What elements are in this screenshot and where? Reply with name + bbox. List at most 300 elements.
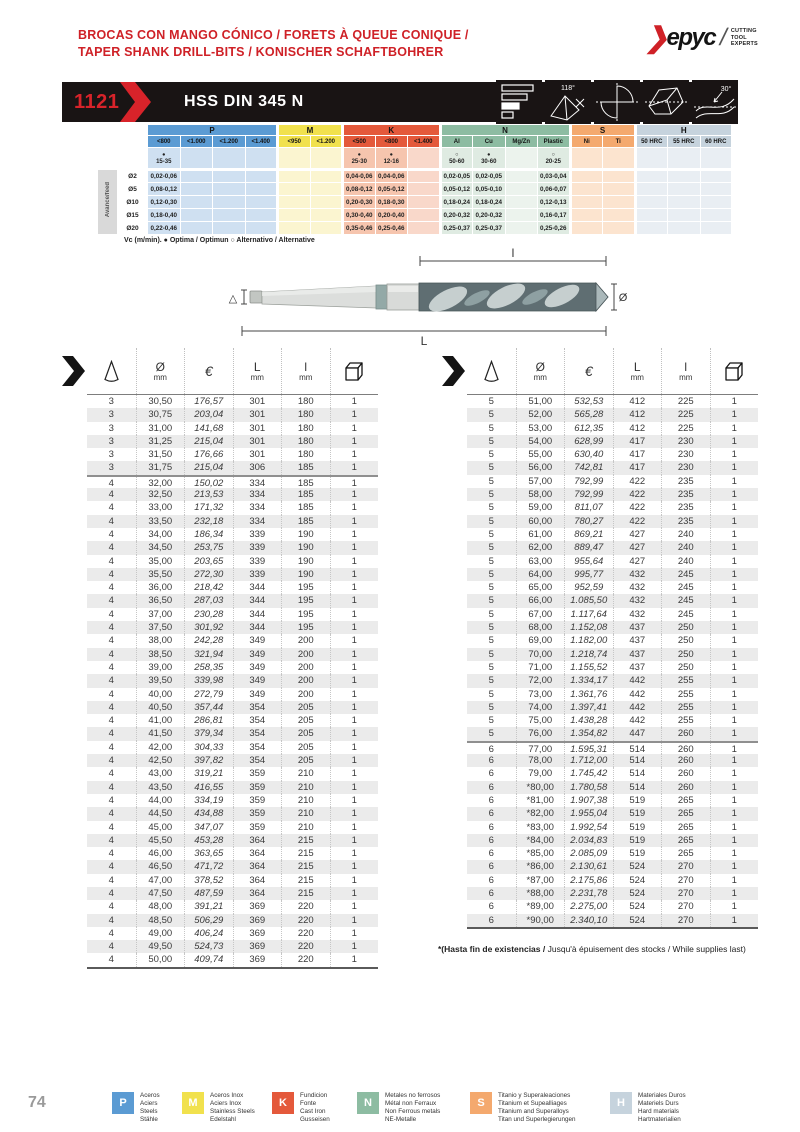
cell-package: 1 bbox=[330, 781, 379, 794]
cell-flute-length: 205 bbox=[281, 741, 330, 754]
cell-package: 1 bbox=[330, 940, 379, 953]
cell-total-length: 349 bbox=[233, 674, 282, 687]
cell-price: 565,28 bbox=[564, 408, 613, 421]
cell-taper: 4 bbox=[108, 715, 114, 727]
cell-flute-length: 245 bbox=[661, 581, 710, 594]
cell-price: 287,03 bbox=[184, 594, 233, 607]
cell-flute-length: 185 bbox=[281, 488, 330, 501]
cell-diameter: 57,00 bbox=[516, 475, 565, 488]
cell-diameter: 59,00 bbox=[516, 501, 565, 514]
table-row bbox=[87, 701, 378, 714]
table-row bbox=[467, 648, 758, 661]
cell-taper: 3 bbox=[108, 409, 114, 421]
cell-diameter: *83,00 bbox=[516, 821, 565, 834]
table-row bbox=[467, 634, 758, 647]
cell-flute-length: 180 bbox=[281, 408, 330, 421]
cell-taper: 3 bbox=[108, 422, 114, 434]
size-range-icon bbox=[496, 80, 542, 124]
cell-total-length: 422 bbox=[613, 475, 662, 488]
cell-package: 1 bbox=[330, 688, 379, 701]
vc-cell: ● 12-16 bbox=[375, 148, 408, 170]
cell-price: 453,28 bbox=[184, 834, 233, 847]
cell-package: 1 bbox=[710, 408, 759, 421]
cell-package: 1 bbox=[710, 821, 759, 834]
vc-cell bbox=[635, 148, 668, 170]
table-row bbox=[87, 541, 378, 554]
col-header-diameter: Ø mm bbox=[136, 348, 185, 394]
cell-diameter: 69,00 bbox=[516, 634, 565, 647]
cell-flute-length: 185 bbox=[281, 501, 330, 514]
cell-price: 186,34 bbox=[184, 528, 233, 541]
speed-col-header: 60 HRC bbox=[700, 136, 733, 148]
page-number: 74 bbox=[28, 1094, 46, 1111]
table-row bbox=[467, 541, 758, 554]
feed-cell bbox=[570, 209, 603, 222]
cell-flute-length: 185 bbox=[281, 515, 330, 528]
table-row bbox=[467, 781, 758, 794]
material-legend-text: Aceros Inox Aciers Inox Stainless Steels Edelstahl bbox=[210, 1092, 255, 1123]
cell-price: 1.955,04 bbox=[564, 807, 613, 820]
table-row bbox=[467, 515, 758, 528]
cell-flute-length: 265 bbox=[661, 821, 710, 834]
cell-package: 1 bbox=[330, 754, 379, 767]
cell-taper: 5 bbox=[488, 396, 494, 407]
cell-flute-length: 190 bbox=[281, 568, 330, 581]
point-angle-icon bbox=[545, 80, 591, 124]
cell-package: 1 bbox=[710, 860, 759, 873]
table-row bbox=[467, 754, 758, 767]
table-row bbox=[87, 475, 378, 488]
cell-price: 347,07 bbox=[184, 821, 233, 834]
cell-taper: 6 bbox=[488, 834, 494, 846]
cell-total-length: 354 bbox=[233, 701, 282, 714]
cell-flute-length: 205 bbox=[281, 754, 330, 767]
cell-price: 213,53 bbox=[184, 488, 233, 501]
cell-taper: 4 bbox=[108, 555, 114, 567]
package-box-icon bbox=[722, 361, 746, 382]
material-legend-text: Fundicion Fonte Cast Iron Gusseisen bbox=[300, 1092, 330, 1123]
feed-cell bbox=[213, 196, 246, 209]
feed-cell bbox=[635, 183, 668, 196]
cell-package: 1 bbox=[710, 743, 759, 754]
speed-col-header: <500 bbox=[343, 136, 376, 148]
speed-col-header: Ni bbox=[570, 136, 603, 148]
cell-flute-length: 235 bbox=[661, 501, 710, 514]
table-row bbox=[87, 448, 378, 461]
cell-flute-length: 260 bbox=[661, 767, 710, 780]
vc-cell: ● 15-35 bbox=[148, 148, 181, 170]
col-header-flute-length: l mm bbox=[661, 348, 710, 394]
cell-total-length: 359 bbox=[233, 794, 282, 807]
cell-total-length: 442 bbox=[613, 688, 662, 701]
cell-price: 301,92 bbox=[184, 621, 233, 634]
feed-cell bbox=[310, 209, 343, 222]
cell-flute-length: 270 bbox=[661, 860, 710, 873]
cell-flute-length: 270 bbox=[661, 900, 710, 913]
cell-package: 1 bbox=[330, 953, 379, 966]
cell-price: 1.334,17 bbox=[564, 674, 613, 687]
cell-price: 1.595,31 bbox=[564, 743, 613, 754]
cell-total-length: 334 bbox=[233, 488, 282, 501]
cell-flute-length: 215 bbox=[281, 847, 330, 860]
cell-package: 1 bbox=[330, 448, 379, 461]
table-row bbox=[87, 501, 378, 514]
cell-taper: 4 bbox=[108, 635, 114, 647]
feed-cell: 0,05-0,10 bbox=[473, 183, 506, 196]
cell-diameter: *84,00 bbox=[516, 834, 565, 847]
cell-taper: 4 bbox=[108, 728, 114, 740]
cell-flute-length: 245 bbox=[661, 594, 710, 607]
cell-flute-length: 240 bbox=[661, 555, 710, 568]
materials-legend bbox=[112, 1092, 686, 1124]
cell-flute-length: 230 bbox=[661, 448, 710, 461]
table-row bbox=[467, 488, 758, 501]
page-title-line1: BROCAS CON MANGO CÓNICO / FORETS À QUEUE CONIQUE / bbox=[78, 28, 469, 42]
cell-taper: 5 bbox=[488, 528, 494, 540]
cell-flute-length: 265 bbox=[661, 847, 710, 860]
table-row bbox=[467, 555, 758, 568]
diameter-row-label: Ø2 bbox=[118, 170, 148, 183]
cell-total-length: 369 bbox=[233, 927, 282, 940]
cell-price: 532,53 bbox=[564, 395, 613, 408]
feed-cell: 0,02-0,06 bbox=[148, 170, 181, 183]
cell-flute-length: 250 bbox=[661, 634, 710, 647]
cell-price: 141,68 bbox=[184, 422, 233, 435]
cell-package: 1 bbox=[710, 555, 759, 568]
cell-taper: 4 bbox=[108, 901, 114, 913]
feed-cell bbox=[180, 209, 213, 222]
cell-package: 1 bbox=[710, 714, 759, 727]
taper-cone-icon bbox=[103, 360, 120, 383]
cell-total-length: 344 bbox=[233, 581, 282, 594]
cell-flute-length: 260 bbox=[661, 727, 710, 740]
feed-cell bbox=[245, 196, 278, 209]
cell-flute-length: 230 bbox=[661, 461, 710, 474]
cell-price: 1.397,41 bbox=[564, 701, 613, 714]
cell-package: 1 bbox=[330, 594, 379, 607]
cell-price: 242,28 bbox=[184, 634, 233, 647]
table-row bbox=[87, 581, 378, 594]
cell-flute-length: 195 bbox=[281, 581, 330, 594]
cell-package: 1 bbox=[710, 581, 759, 594]
cell-diameter: 31,50 bbox=[136, 448, 185, 461]
cell-taper: 4 bbox=[108, 542, 114, 554]
feed-cell bbox=[408, 170, 441, 183]
cell-price: 379,34 bbox=[184, 727, 233, 740]
cell-flute-length: 260 bbox=[661, 754, 710, 767]
table-row bbox=[467, 608, 758, 621]
cell-diameter: 48,00 bbox=[136, 900, 185, 913]
feed-cell bbox=[180, 222, 213, 235]
cell-diameter: 49,50 bbox=[136, 940, 185, 953]
cell-total-length: 427 bbox=[613, 541, 662, 554]
cell-package: 1 bbox=[330, 608, 379, 621]
cell-total-length: 412 bbox=[613, 422, 662, 435]
col-header-diameter: Ø mm bbox=[516, 348, 565, 394]
table-row bbox=[87, 767, 378, 780]
cell-diameter: 37,00 bbox=[136, 608, 185, 621]
cell-flute-length: 240 bbox=[661, 541, 710, 554]
material-group-header-P: P bbox=[148, 125, 278, 136]
feed-cell bbox=[408, 183, 441, 196]
cell-flute-length: 270 bbox=[661, 887, 710, 900]
feed-cell bbox=[213, 209, 246, 222]
cell-diameter: 46,00 bbox=[136, 847, 185, 860]
cell-diameter: 43,00 bbox=[136, 767, 185, 780]
cell-package: 1 bbox=[330, 501, 379, 514]
cell-taper: 5 bbox=[488, 582, 494, 594]
cell-diameter: 43,50 bbox=[136, 781, 185, 794]
cell-total-length: 359 bbox=[233, 807, 282, 820]
col-header-total-length: L mm bbox=[233, 348, 282, 394]
cell-flute-length: 265 bbox=[661, 807, 710, 820]
cell-package: 1 bbox=[710, 847, 759, 860]
material-badge-P: P bbox=[112, 1092, 134, 1114]
table-row bbox=[467, 475, 758, 488]
cell-price: 1.117,64 bbox=[564, 608, 613, 621]
table-row bbox=[467, 847, 758, 860]
cell-package: 1 bbox=[330, 422, 379, 435]
table-row bbox=[467, 594, 758, 607]
feed-cell bbox=[668, 183, 701, 196]
cell-total-length: 339 bbox=[233, 541, 282, 554]
cell-price: 2.175,86 bbox=[564, 874, 613, 887]
feed-cell bbox=[278, 196, 311, 209]
cell-price: 869,21 bbox=[564, 528, 613, 541]
cell-price: 2.130,61 bbox=[564, 860, 613, 873]
feed-axis-label: Avance/feed bbox=[98, 170, 118, 235]
cell-taper: 5 bbox=[488, 449, 494, 461]
cell-diameter: 47,50 bbox=[136, 887, 185, 900]
vc-cell: ○ 50-60 bbox=[440, 148, 473, 170]
table-row bbox=[87, 927, 378, 940]
cell-flute-length: 200 bbox=[281, 661, 330, 674]
cell-diameter: 49,00 bbox=[136, 927, 185, 940]
cell-price: 319,21 bbox=[184, 767, 233, 780]
cell-package: 1 bbox=[710, 754, 759, 767]
speed-col-header: <1.200 bbox=[213, 136, 246, 148]
cell-diameter: 35,00 bbox=[136, 555, 185, 568]
table-row bbox=[467, 834, 758, 847]
cell-flute-length: 220 bbox=[281, 953, 330, 966]
table-row bbox=[467, 794, 758, 807]
speed-col-header: <1.000 bbox=[180, 136, 213, 148]
cell-taper: 4 bbox=[108, 808, 114, 820]
feed-cell bbox=[700, 170, 733, 183]
stock-note: *(Hasta fin de existencias / Jusqu'à épuisement des stocks / While supplies last) bbox=[438, 944, 746, 954]
cell-diameter: 44,00 bbox=[136, 794, 185, 807]
cell-taper: 4 bbox=[108, 848, 114, 860]
logo-chevron-icon: ❯ bbox=[645, 22, 669, 53]
table-row bbox=[87, 834, 378, 847]
cell-price: 434,88 bbox=[184, 807, 233, 820]
cell-package: 1 bbox=[710, 648, 759, 661]
cell-package: 1 bbox=[710, 621, 759, 634]
cell-flute-length: 260 bbox=[661, 743, 710, 754]
cell-total-length: 514 bbox=[613, 767, 662, 780]
table-row bbox=[467, 727, 758, 740]
cell-total-length: 369 bbox=[233, 914, 282, 927]
cell-package: 1 bbox=[710, 448, 759, 461]
cell-taper: 6 bbox=[488, 887, 494, 899]
cell-taper: 4 bbox=[108, 941, 114, 953]
cell-diameter: 33,00 bbox=[136, 501, 185, 514]
feed-cell: 0,08-0,12 bbox=[343, 183, 376, 196]
cell-diameter: 51,00 bbox=[516, 395, 565, 408]
cell-price: 630,40 bbox=[564, 448, 613, 461]
cell-total-length: 519 bbox=[613, 847, 662, 860]
cell-taper: 4 bbox=[108, 595, 114, 607]
speed-col-header: 55 HRC bbox=[668, 136, 701, 148]
cell-price: 1.361,76 bbox=[564, 688, 613, 701]
cell-price: 811,07 bbox=[564, 501, 613, 514]
cell-taper: 4 bbox=[108, 502, 114, 514]
cell-price: 628,99 bbox=[564, 435, 613, 448]
red-chevron-icon bbox=[120, 82, 152, 122]
cell-taper: 5 bbox=[488, 555, 494, 567]
cell-price: 2.231,78 bbox=[564, 887, 613, 900]
table-row bbox=[467, 674, 758, 687]
cell-price: 1.218,74 bbox=[564, 648, 613, 661]
speed-col-header: 50 HRC bbox=[635, 136, 668, 148]
table-row bbox=[87, 488, 378, 501]
cell-taper: 4 bbox=[108, 874, 114, 886]
cell-flute-length: 210 bbox=[281, 794, 330, 807]
cell-package: 1 bbox=[710, 887, 759, 900]
speed-col-header: Al bbox=[440, 136, 473, 148]
cell-diameter: 36,00 bbox=[136, 581, 185, 594]
cell-price: 524,73 bbox=[184, 940, 233, 953]
cell-package: 1 bbox=[710, 568, 759, 581]
feed-cell: 0,12-0,13 bbox=[538, 196, 571, 209]
feed-cell bbox=[180, 183, 213, 196]
cell-flute-length: 245 bbox=[661, 608, 710, 621]
cell-total-length: 364 bbox=[233, 847, 282, 860]
cell-package: 1 bbox=[330, 648, 379, 661]
cell-package: 1 bbox=[330, 767, 379, 780]
cell-diameter: 56,00 bbox=[516, 461, 565, 474]
feed-cell bbox=[603, 196, 636, 209]
table-row bbox=[87, 408, 378, 421]
feed-cell: 0,30-0,40 bbox=[343, 209, 376, 222]
cell-package: 1 bbox=[710, 541, 759, 554]
feed-cell bbox=[635, 209, 668, 222]
cell-price: 995,77 bbox=[564, 568, 613, 581]
cell-diameter: 37,50 bbox=[136, 621, 185, 634]
cell-price: 304,33 bbox=[184, 741, 233, 754]
cell-flute-length: 200 bbox=[281, 674, 330, 687]
cell-total-length: 359 bbox=[233, 821, 282, 834]
feed-cell bbox=[213, 222, 246, 235]
feed-cell bbox=[505, 222, 538, 235]
feed-cell: 0,06-0,07 bbox=[538, 183, 571, 196]
cell-price: 506,29 bbox=[184, 914, 233, 927]
cell-flute-length: 255 bbox=[661, 714, 710, 727]
cell-package: 1 bbox=[330, 395, 379, 408]
cell-diameter: 47,00 bbox=[136, 874, 185, 887]
cell-taper: 4 bbox=[108, 477, 114, 489]
cell-price: 391,21 bbox=[184, 900, 233, 913]
cell-package: 1 bbox=[710, 501, 759, 514]
flute-length-label: l bbox=[511, 247, 515, 260]
cell-diameter: 55,00 bbox=[516, 448, 565, 461]
cell-total-length: 364 bbox=[233, 860, 282, 873]
cell-price: 1.780,58 bbox=[564, 781, 613, 794]
table-row bbox=[467, 422, 758, 435]
cell-flute-length: 235 bbox=[661, 488, 710, 501]
cell-total-length: 364 bbox=[233, 834, 282, 847]
cell-flute-length: 210 bbox=[281, 781, 330, 794]
cell-total-length: 339 bbox=[233, 528, 282, 541]
cell-taper: 4 bbox=[108, 741, 114, 753]
cell-price: 1.745,42 bbox=[564, 767, 613, 780]
cell-total-length: 354 bbox=[233, 741, 282, 754]
product-name: HSS DIN 345 N bbox=[184, 93, 304, 110]
cell-taper: 4 bbox=[108, 781, 114, 793]
cell-total-length: 437 bbox=[613, 634, 662, 647]
cell-total-length: 447 bbox=[613, 727, 662, 740]
material-group-header-S: S bbox=[570, 125, 635, 136]
cell-total-length: 364 bbox=[233, 887, 282, 900]
feed-cell bbox=[668, 209, 701, 222]
feed-cell bbox=[570, 222, 603, 235]
cell-package: 1 bbox=[330, 461, 379, 474]
cell-taper: 5 bbox=[488, 728, 494, 740]
table-row bbox=[87, 648, 378, 661]
cell-flute-length: 195 bbox=[281, 621, 330, 634]
cell-diameter: 40,50 bbox=[136, 701, 185, 714]
cell-total-length: 334 bbox=[233, 501, 282, 514]
feed-cell: 0,02-0,05 bbox=[473, 170, 506, 183]
cell-taper: 5 bbox=[488, 675, 494, 687]
cell-price: 253,75 bbox=[184, 541, 233, 554]
table-row bbox=[467, 860, 758, 873]
cell-price: 409,74 bbox=[184, 953, 233, 966]
feed-cell: 0,20-0,30 bbox=[343, 196, 376, 209]
cell-total-length: 427 bbox=[613, 528, 662, 541]
cell-taper: 4 bbox=[108, 648, 114, 660]
cell-price: 1.907,38 bbox=[564, 794, 613, 807]
cell-price: 792,99 bbox=[564, 488, 613, 501]
cell-diameter: 42,00 bbox=[136, 741, 185, 754]
chevron-icon bbox=[442, 356, 466, 386]
feed-cell: 0,18-0,24 bbox=[440, 196, 473, 209]
vc-cell bbox=[700, 148, 733, 170]
cell-flute-length: 220 bbox=[281, 927, 330, 940]
cell-diameter: 79,00 bbox=[516, 767, 565, 780]
speed-col-header: Mg/Zn bbox=[505, 136, 538, 148]
cell-diameter: 68,00 bbox=[516, 621, 565, 634]
table-row bbox=[467, 395, 758, 408]
table-row bbox=[467, 701, 758, 714]
cell-total-length: 339 bbox=[233, 555, 282, 568]
cell-taper: 5 bbox=[488, 595, 494, 607]
cell-total-length: 349 bbox=[233, 661, 282, 674]
cell-package: 1 bbox=[330, 847, 379, 860]
diameter-label: Ø bbox=[618, 292, 628, 304]
taper-label: △ bbox=[228, 293, 238, 305]
cell-taper: 3 bbox=[108, 435, 114, 447]
cell-total-length: 524 bbox=[613, 900, 662, 913]
product-header-bar bbox=[62, 82, 738, 122]
cell-total-length: 354 bbox=[233, 754, 282, 767]
cell-diameter: 31,75 bbox=[136, 461, 185, 474]
cell-flute-length: 265 bbox=[661, 794, 710, 807]
drill-illustration bbox=[228, 247, 628, 347]
table-row bbox=[87, 781, 378, 794]
cell-total-length: 442 bbox=[613, 674, 662, 687]
cell-price: 258,35 bbox=[184, 661, 233, 674]
